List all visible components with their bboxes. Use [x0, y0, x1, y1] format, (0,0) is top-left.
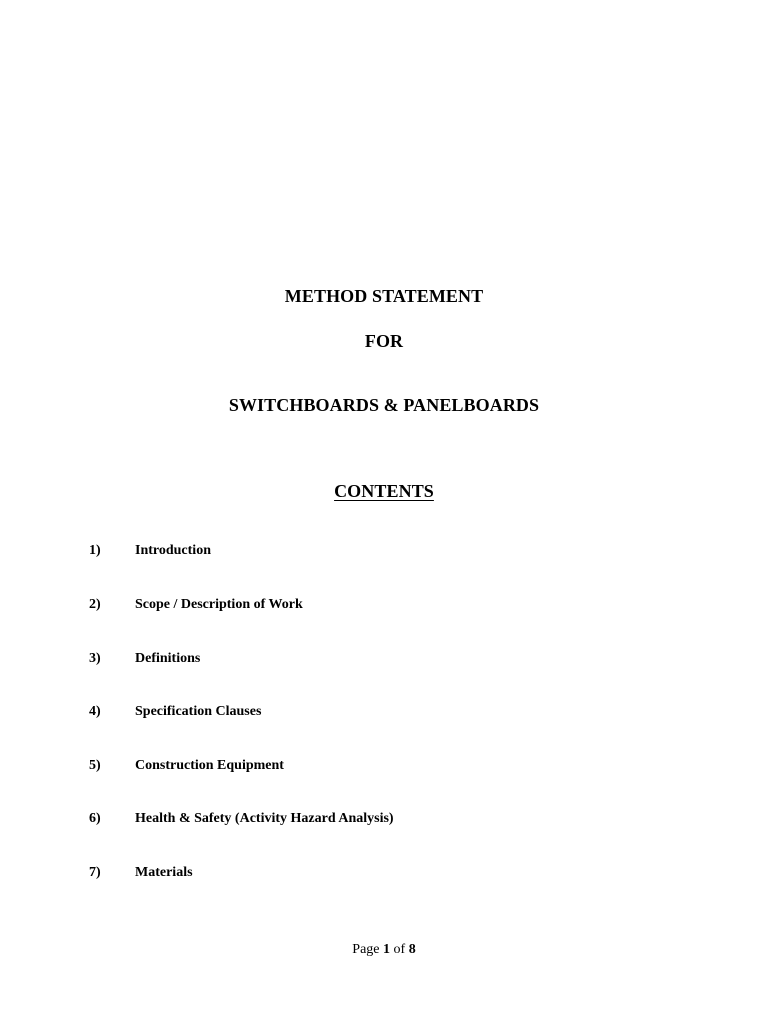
toc-item-health-safety — [0, 809, 768, 829]
toc-item-number: 4) — [89, 704, 101, 719]
contents-heading: CONTENTS — [334, 481, 434, 501]
toc-item-number: 7) — [89, 865, 101, 880]
current-page-number: 1 — [383, 942, 391, 957]
toc-item-label: Definitions — [135, 651, 201, 666]
toc-item-label: Specification Clauses — [135, 704, 262, 719]
toc-item-number: 6) — [89, 811, 101, 826]
total-page-count: 8 — [408, 942, 416, 957]
page-of-label: of — [390, 942, 409, 957]
document-subject: SWITCHBOARDS & PANELBOARDS — [228, 395, 540, 415]
toc-item-number: 1) — [89, 543, 101, 558]
document-title: METHOD STATEMENT — [284, 286, 484, 306]
toc-item-number: 3) — [89, 651, 101, 666]
toc-item-label: Health & Safety (Activity Hazard Analysis) — [135, 811, 394, 826]
toc-item-label: Scope / Description of Work — [135, 597, 303, 612]
toc-item-number: 2) — [89, 597, 101, 612]
toc-item-specification-clauses — [0, 702, 768, 722]
page-footer — [0, 940, 768, 960]
page-label: Page — [352, 942, 384, 957]
toc-item-number: 5) — [89, 758, 101, 773]
toc-item-construction-equipment — [0, 756, 768, 776]
toc-item-scope — [0, 595, 768, 615]
toc-item-label: Construction Equipment — [135, 758, 284, 773]
toc-item-label: Introduction — [135, 543, 211, 558]
toc-item-materials — [0, 863, 768, 883]
toc-item-definitions — [0, 649, 768, 669]
toc-item-introduction — [0, 541, 768, 561]
toc-item-label: Materials — [135, 865, 193, 880]
document-title-connector: FOR — [364, 331, 404, 351]
